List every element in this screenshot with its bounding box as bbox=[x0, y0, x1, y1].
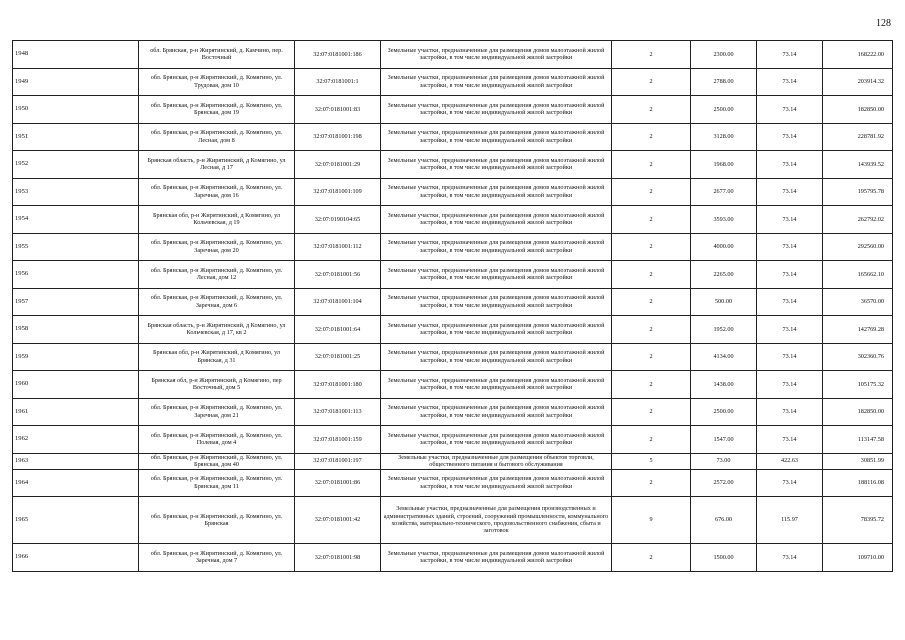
cadastral-value-cell: 109710.00 bbox=[823, 544, 893, 572]
area-cell: 73.00 bbox=[691, 453, 757, 469]
cadastral-value-cell: 188116.08 bbox=[823, 469, 893, 497]
category-cell: 2 bbox=[612, 343, 691, 371]
area-cell: 2677.00 bbox=[691, 178, 757, 206]
row-number: 1958 bbox=[13, 316, 139, 344]
row-number: 1960 bbox=[13, 371, 139, 399]
cadastral-number-cell: 32:07:0181001:29 bbox=[295, 151, 381, 179]
category-cell: 2 bbox=[612, 288, 691, 316]
cadastral-number-cell: 32:07:0181001:64 bbox=[295, 316, 381, 344]
unit-price-cell: 73.14 bbox=[757, 41, 823, 69]
unit-price-cell: 73.14 bbox=[757, 178, 823, 206]
category-cell: 2 bbox=[612, 41, 691, 69]
cadastral-number-cell: 32:07:0181001:83 bbox=[295, 96, 381, 124]
cadastral-number-cell: 32:07:0181001:56 bbox=[295, 261, 381, 289]
category-cell: 2 bbox=[612, 469, 691, 497]
cadastral-value-cell: 292560.00 bbox=[823, 233, 893, 261]
row-number: 1963 bbox=[13, 453, 139, 469]
land-use-cell: Земельные участки, предназначенные для размещения домов малоэтажной жилой застройки, в том числе индивидуальной жилой застройки bbox=[381, 371, 612, 399]
land-use-cell: Земельные участки, предназначенные для размещения домов малоэтажной жилой застройки, в том числе индивидуальной жилой застройки bbox=[381, 68, 612, 96]
cadastral-value-cell: 142769.28 bbox=[823, 316, 893, 344]
address-cell: обл. Брянская, р-н Жирятинский, д. Комягино, ул. Лесная, дом 12 bbox=[139, 261, 295, 289]
unit-price-cell: 73.14 bbox=[757, 206, 823, 234]
area-cell: 2500.00 bbox=[691, 96, 757, 124]
address-cell: обл. Брянская, р-н Жирятинский, д. Комягино, ул. Трудовая, дом 10 bbox=[139, 68, 295, 96]
unit-price-cell: 115.97 bbox=[757, 497, 823, 544]
row-number: 1955 bbox=[13, 233, 139, 261]
cadastral-number-cell: 32:07:0181001:180 bbox=[295, 371, 381, 399]
cadastral-number-cell: 32:07:0181001:113 bbox=[295, 398, 381, 426]
category-cell: 2 bbox=[612, 123, 691, 151]
area-cell: 1952.00 bbox=[691, 316, 757, 344]
cadastral-value-cell: 105175.32 bbox=[823, 371, 893, 399]
land-use-cell: Земельные участки, предназначенные для размещения домов малоэтажной жилой застройки, в том числе индивидуальной жилой застройки bbox=[381, 544, 612, 572]
cadastral-value-cell: 165662.10 bbox=[823, 261, 893, 289]
table-row bbox=[13, 453, 893, 469]
row-number: 1964 bbox=[13, 469, 139, 497]
row-number: 1961 bbox=[13, 398, 139, 426]
unit-price-cell: 73.14 bbox=[757, 398, 823, 426]
row-number: 1948 bbox=[13, 41, 139, 69]
row-number: 1950 bbox=[13, 96, 139, 124]
unit-price-cell: 73.14 bbox=[757, 261, 823, 289]
land-use-cell: Земельные участки, предназначенные для размещения домов малоэтажной жилой застройки, в том числе индивидуальной жилой застройки bbox=[381, 288, 612, 316]
row-number: 1959 bbox=[13, 343, 139, 371]
cadastral-value-cell: 143939.52 bbox=[823, 151, 893, 179]
unit-price-cell: 73.14 bbox=[757, 233, 823, 261]
category-cell: 2 bbox=[612, 233, 691, 261]
area-cell: 2572.00 bbox=[691, 469, 757, 497]
address-cell: обл. Брянская, р-н Жирятинский, д. Комягино, ул. Брянская, дом 40 bbox=[139, 453, 295, 469]
table-row bbox=[13, 371, 893, 399]
area-cell: 2788.00 bbox=[691, 68, 757, 96]
cadastral-number-cell: 32:07:0181001:198 bbox=[295, 123, 381, 151]
category-cell: 2 bbox=[612, 316, 691, 344]
cadastral-value-cell: 36570.00 bbox=[823, 288, 893, 316]
category-cell: 2 bbox=[612, 426, 691, 454]
table-row bbox=[13, 233, 893, 261]
land-use-cell: Земельные участки, предназначенные для размещения домов малоэтажной жилой застройки, в том числе индивидуальной жилой застройки bbox=[381, 96, 612, 124]
cadastral-number-cell: 32:07:0181001:98 bbox=[295, 544, 381, 572]
table-row bbox=[13, 426, 893, 454]
cadastral-value-cell: 113147.58 bbox=[823, 426, 893, 454]
cadastral-value-cell: 203914.32 bbox=[823, 68, 893, 96]
land-use-cell: Земельные участки, предназначенные для размещения объектов торговли, общественного питания и бытового обслуживания bbox=[381, 453, 612, 469]
category-cell: 2 bbox=[612, 178, 691, 206]
page-number: 128 bbox=[876, 18, 891, 29]
row-number: 1956 bbox=[13, 261, 139, 289]
table-row bbox=[13, 96, 893, 124]
area-cell: 676.00 bbox=[691, 497, 757, 544]
unit-price-cell: 73.14 bbox=[757, 371, 823, 399]
cadastral-value-cell: 30851.99 bbox=[823, 453, 893, 469]
cadastral-number-cell: 32:07:0181001:186 bbox=[295, 41, 381, 69]
table-row bbox=[13, 151, 893, 179]
category-cell: 2 bbox=[612, 151, 691, 179]
row-number: 1952 bbox=[13, 151, 139, 179]
table-row bbox=[13, 469, 893, 497]
table-row bbox=[13, 316, 893, 344]
unit-price-cell: 73.14 bbox=[757, 426, 823, 454]
row-number: 1966 bbox=[13, 544, 139, 572]
area-cell: 4134.00 bbox=[691, 343, 757, 371]
land-use-cell: Земельные участки, предназначенные для размещения домов малоэтажной жилой застройки, в том числе индивидуальной жилой застройки bbox=[381, 398, 612, 426]
table-row bbox=[13, 41, 893, 69]
row-number: 1957 bbox=[13, 288, 139, 316]
land-use-cell: Земельные участки, предназначенные для размещения домов малоэтажной жилой застройки, в том числе индивидуальной жилой застройки bbox=[381, 316, 612, 344]
row-number: 1962 bbox=[13, 426, 139, 454]
land-use-cell: Земельные участки, предназначенные для размещения домов малоэтажной жилой застройки, в том числе индивидуальной жилой застройки bbox=[381, 343, 612, 371]
address-cell: Брянская область, р-н Жирятинский, д Комягино, ул Кольчевская, д 17, кв 2 bbox=[139, 316, 295, 344]
unit-price-cell: 73.14 bbox=[757, 151, 823, 179]
address-cell: Брянская обл, р-н Жирятинский, д Комягино, ул Брянская, д 31 bbox=[139, 343, 295, 371]
row-number: 1951 bbox=[13, 123, 139, 151]
area-cell: 3593.00 bbox=[691, 206, 757, 234]
land-use-cell: Земельные участки, предназначенные для размещения домов малоэтажной жилой застройки, в том числе индивидуальной жилой застройки bbox=[381, 178, 612, 206]
unit-price-cell: 73.14 bbox=[757, 68, 823, 96]
cadastral-value-cell: 168222.00 bbox=[823, 41, 893, 69]
cadastral-value-cell: 228781.92 bbox=[823, 123, 893, 151]
table-row bbox=[13, 343, 893, 371]
address-cell: обл. Брянская, р-н Жирятинский, д. Комягино, ул. Брянская, дом 11 bbox=[139, 469, 295, 497]
address-cell: обл. Брянская, р-н Жирятинский, д. Комягино, ул. Брянская bbox=[139, 497, 295, 544]
table-row bbox=[13, 123, 893, 151]
address-cell: обл. Брянская, р-н Жирятинский, д. Комягино, ул. Заречная, дом 6 bbox=[139, 288, 295, 316]
unit-price-cell: 73.14 bbox=[757, 96, 823, 124]
category-cell: 2 bbox=[612, 261, 691, 289]
address-cell: обл. Брянская, р-н Жирятинский, д. Комягино, ул. Заречная, дом 20 bbox=[139, 233, 295, 261]
table-row bbox=[13, 544, 893, 572]
land-use-cell: Земельные участки, предназначенные для размещения домов малоэтажной жилой застройки, в том числе индивидуальной жилой застройки bbox=[381, 233, 612, 261]
cadastral-value-cell: 262792.02 bbox=[823, 206, 893, 234]
cadastral-value-table bbox=[12, 40, 893, 572]
category-cell: 2 bbox=[612, 371, 691, 399]
land-use-cell: Земельные участки, предназначенные для размещения домов малоэтажной жилой застройки, в том числе индивидуальной жилой застройки bbox=[381, 41, 612, 69]
cadastral-value-cell: 78395.72 bbox=[823, 497, 893, 544]
address-cell: Брянская область, р-н Жирятинский, д Комягино, ул Лесная, д 17 bbox=[139, 151, 295, 179]
category-cell: 2 bbox=[612, 398, 691, 426]
unit-price-cell: 73.14 bbox=[757, 316, 823, 344]
address-cell: Брянская обл, р-н Жирятинский, д Комягино, ул Кольчевская, д 19 bbox=[139, 206, 295, 234]
land-use-cell: Земельные участки, предназначенные для размещения домов малоэтажной жилой застройки, в том числе индивидуальной жилой застройки bbox=[381, 426, 612, 454]
cadastral-value-cell: 182850.00 bbox=[823, 398, 893, 426]
address-cell: обл. Брянская, р-н Жирятинский, д. Комягино, ул. Заречная, дом 7 bbox=[139, 544, 295, 572]
area-cell: 1968.00 bbox=[691, 151, 757, 179]
land-use-cell: Земельные участки, предназначенные для размещения домов малоэтажной жилой застройки, в том числе индивидуальной жилой застройки bbox=[381, 469, 612, 497]
category-cell: 5 bbox=[612, 453, 691, 469]
unit-price-cell: 73.14 bbox=[757, 288, 823, 316]
land-use-cell: Земельные участки, предназначенные для размещения домов малоэтажной жилой застройки, в том числе индивидуальной жилой застройки bbox=[381, 206, 612, 234]
area-cell: 1500.00 bbox=[691, 544, 757, 572]
category-cell: 2 bbox=[612, 96, 691, 124]
cadastral-number-cell: 32:07:0181001:159 bbox=[295, 426, 381, 454]
category-cell: 2 bbox=[612, 544, 691, 572]
land-use-cell: Земельные участки, предназначенные для размещения производственных и административных зданий, строений, сооружений промышленности, коммунального хозяйства, материально-технического, продовольственного снабжения, сбыта и заготовок bbox=[381, 497, 612, 544]
cadastral-number-cell: 32:07:0181001:112 bbox=[295, 233, 381, 261]
table-row bbox=[13, 288, 893, 316]
cadastral-value-cell: 182850.00 bbox=[823, 96, 893, 124]
row-number: 1965 bbox=[13, 497, 139, 544]
area-cell: 500.00 bbox=[691, 288, 757, 316]
area-cell: 2265.00 bbox=[691, 261, 757, 289]
unit-price-cell: 73.14 bbox=[757, 343, 823, 371]
unit-price-cell: 73.14 bbox=[757, 544, 823, 572]
cadastral-number-cell: 32:07:0181001:197 bbox=[295, 453, 381, 469]
cadastral-number-cell: 32:07:0181001:42 bbox=[295, 497, 381, 544]
address-cell: обл. Брянская, р-н Жирятинский, д. Комягино, ул. Лесная, дом 8 bbox=[139, 123, 295, 151]
unit-price-cell: 73.14 bbox=[757, 469, 823, 497]
cadastral-number-cell: 32:07:0181001:25 bbox=[295, 343, 381, 371]
category-cell: 2 bbox=[612, 68, 691, 96]
land-use-cell: Земельные участки, предназначенные для размещения домов малоэтажной жилой застройки, в том числе индивидуальной жилой застройки bbox=[381, 123, 612, 151]
table-row bbox=[13, 206, 893, 234]
address-cell: обл. Брянская, р-н Жирятинский, д. Комягино, ул. Заречная, дом 16 bbox=[139, 178, 295, 206]
address-cell: Брянская обл, р-н Жирятинский, д Комягино, пер Восточный, дом 5 bbox=[139, 371, 295, 399]
address-cell: обл. Брянская, р-н Жирятинский, д. Комягино, ул. Брянская, дом 19 bbox=[139, 96, 295, 124]
land-use-cell: Земельные участки, предназначенные для размещения домов малоэтажной жилой застройки, в том числе индивидуальной жилой застройки bbox=[381, 261, 612, 289]
unit-price-cell: 73.14 bbox=[757, 123, 823, 151]
area-cell: 4000.00 bbox=[691, 233, 757, 261]
address-cell: обл. Брянская, р-н Жирятинский, д. Комягино, ул. Заречная, дом 21 bbox=[139, 398, 295, 426]
table-row bbox=[13, 68, 893, 96]
unit-price-cell: 422.63 bbox=[757, 453, 823, 469]
cadastral-number-cell: 32:07:0190104:65 bbox=[295, 206, 381, 234]
table-row bbox=[13, 398, 893, 426]
row-number: 1954 bbox=[13, 206, 139, 234]
table-row bbox=[13, 261, 893, 289]
cadastral-number-cell: 32:07:0181001:1 bbox=[295, 68, 381, 96]
area-cell: 3128.00 bbox=[691, 123, 757, 151]
area-cell: 1547.00 bbox=[691, 426, 757, 454]
cadastral-number-cell: 32:07:0181001:86 bbox=[295, 469, 381, 497]
table-row bbox=[13, 497, 893, 544]
cadastral-value-cell: 302360.76 bbox=[823, 343, 893, 371]
area-cell: 2500.00 bbox=[691, 398, 757, 426]
area-cell: 2300.00 bbox=[691, 41, 757, 69]
row-number: 1949 bbox=[13, 68, 139, 96]
cadastral-number-cell: 32:07:0181001:104 bbox=[295, 288, 381, 316]
area-cell: 1438.00 bbox=[691, 371, 757, 399]
row-number: 1953 bbox=[13, 178, 139, 206]
cadastral-number-cell: 32:07:0181001:109 bbox=[295, 178, 381, 206]
land-use-cell: Земельные участки, предназначенные для размещения домов малоэтажной жилой застройки, в том числе индивидуальной жилой застройки bbox=[381, 151, 612, 179]
address-cell: обл. Брянская, р-н Жирятинский, д. Комягино, ул. Полевая, дом 4 bbox=[139, 426, 295, 454]
table-row bbox=[13, 178, 893, 206]
category-cell: 9 bbox=[612, 497, 691, 544]
address-cell: обл. Брянская, р-н Жирятинский, д. Камчино, пер. Восточный bbox=[139, 41, 295, 69]
category-cell: 2 bbox=[612, 206, 691, 234]
cadastral-value-cell: 195795.78 bbox=[823, 178, 893, 206]
